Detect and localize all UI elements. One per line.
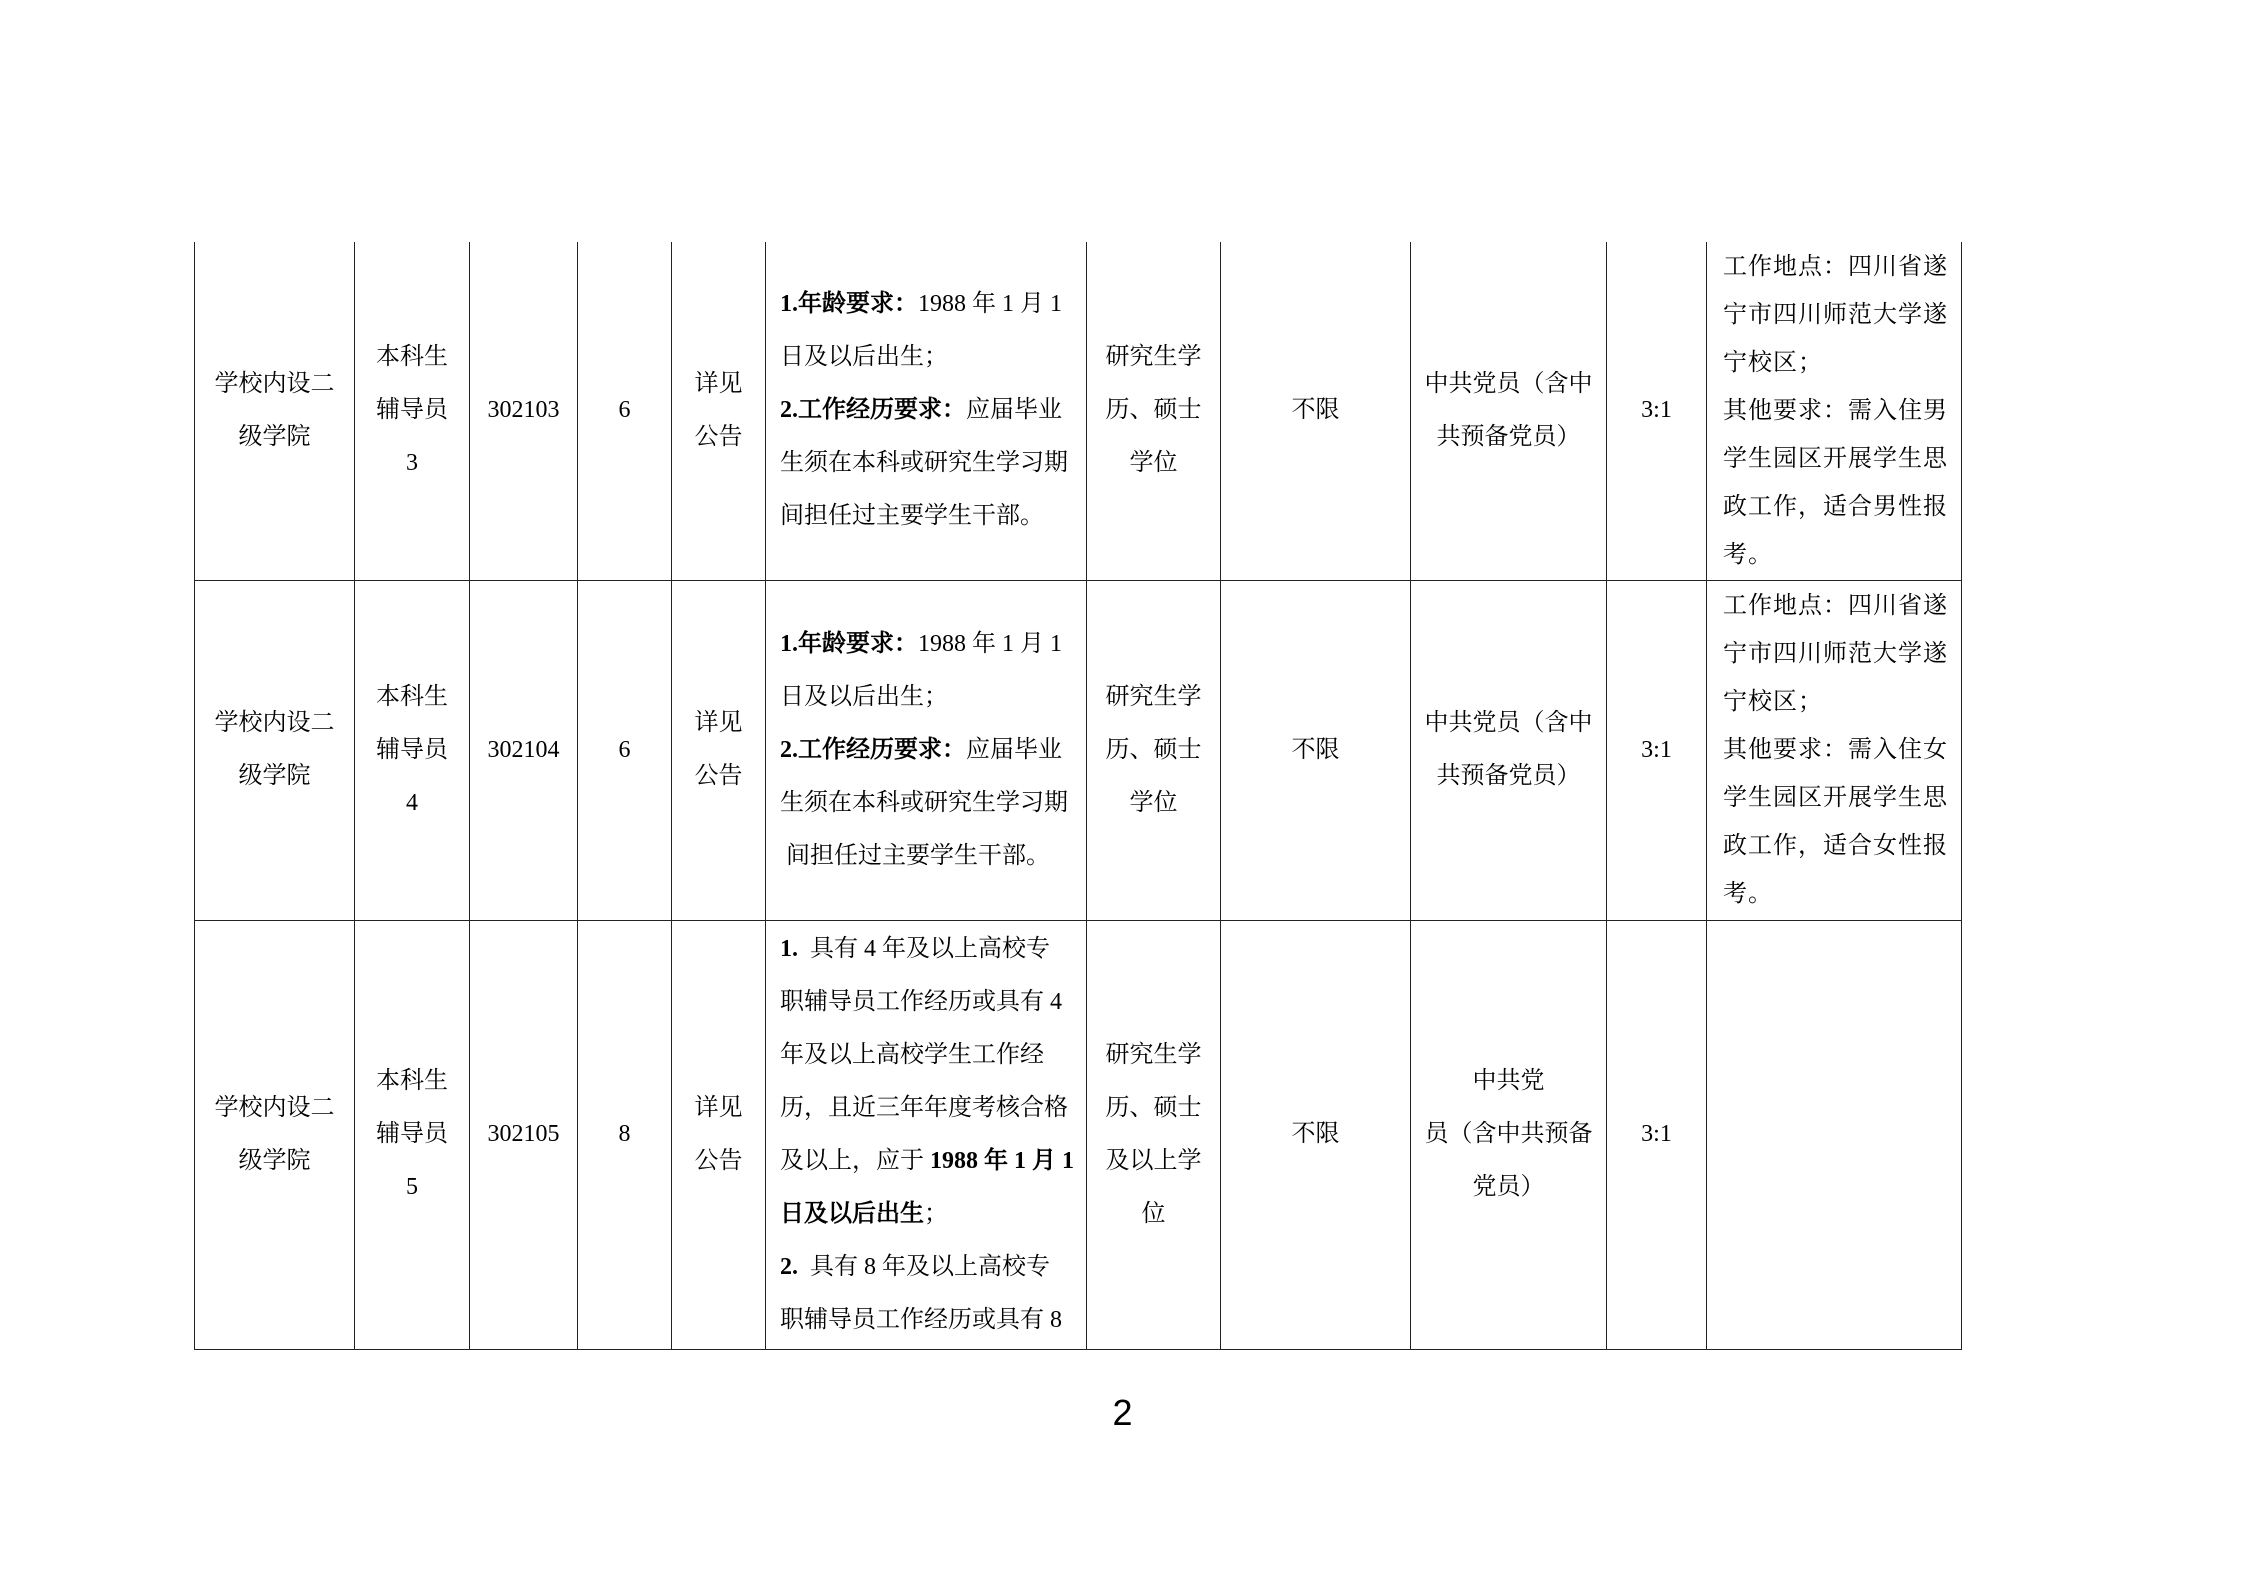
cell-text-line: 历、硕士 bbox=[1105, 736, 1202, 763]
cell-text-line: 其他要求：需入住女 bbox=[1723, 737, 1948, 763]
cell-text-line: 宁校区； bbox=[1723, 349, 1823, 376]
cell-text-line bbox=[780, 384, 1086, 437]
cell-text-line: 详见 bbox=[694, 710, 743, 736]
cell-text-line: 学生园区开展学生思 bbox=[1723, 785, 1948, 811]
cell-text-line: 工作地点：四川省遂 bbox=[1723, 593, 1948, 619]
cell-text-line: 共预备党员） bbox=[1436, 423, 1581, 450]
cell-text-line: 生须在本科或研究生学习期 bbox=[780, 450, 1068, 477]
text-segment: 具有 8 年及以上高校专 bbox=[798, 1253, 1050, 1280]
cell-remarks bbox=[1707, 242, 1962, 580]
cell-position-name bbox=[355, 920, 470, 1349]
cell-text-line: 辅导员 bbox=[376, 1121, 448, 1147]
cell-text-line: 3 bbox=[406, 450, 418, 477]
cell-text-line: 详见 bbox=[694, 1094, 743, 1121]
cell-headcount bbox=[578, 242, 672, 580]
cell-headcount bbox=[578, 580, 672, 920]
cell-text-line: 公告 bbox=[694, 423, 743, 450]
cell-text-line bbox=[780, 923, 1086, 976]
cell-text-line: 学校内设二 bbox=[214, 370, 335, 397]
cell-text-line: 本科生 bbox=[376, 683, 448, 710]
cell-text-line: 详见 bbox=[694, 370, 743, 397]
cell-text-line: 职辅导员工作经历或具有 8 bbox=[780, 1306, 1062, 1333]
recruitment-positions-table bbox=[194, 242, 1962, 1350]
cell-text-line: 生须在本科或研究生学习期 bbox=[780, 789, 1068, 816]
cell-position-code bbox=[470, 242, 578, 580]
cell-text-line: 6 bbox=[618, 736, 631, 763]
cell-text-line: 不限 bbox=[1291, 1121, 1340, 1147]
cell-position-code bbox=[470, 920, 578, 1349]
cell-position-name bbox=[355, 242, 470, 580]
cell-text-line: 研究生学 bbox=[1105, 683, 1202, 710]
text-segment: 具有 4 年及以上高校专 bbox=[798, 935, 1050, 962]
cell-text-line bbox=[780, 1135, 1086, 1188]
cell-remarks bbox=[1707, 920, 1962, 1349]
table-row bbox=[195, 242, 1962, 580]
text-segment: 应届毕业 bbox=[966, 397, 1062, 424]
cell-major bbox=[672, 242, 766, 580]
cell-text-line: 级学院 bbox=[238, 423, 311, 450]
bold-text: 1. bbox=[780, 935, 798, 962]
cell-text-line: 中共党员（含中 bbox=[1424, 370, 1593, 397]
cell-text-line bbox=[780, 1241, 1086, 1294]
cell-text-line: 302105 bbox=[487, 1121, 560, 1147]
cell-text-line: 公告 bbox=[694, 763, 743, 789]
cell-text-line: 不限 bbox=[1291, 397, 1340, 424]
cell-age bbox=[1221, 920, 1411, 1349]
cell-text-line: 学校内设二 bbox=[214, 1094, 335, 1121]
cell-education bbox=[1087, 242, 1221, 580]
table-row bbox=[195, 580, 1962, 920]
cell-text-line: 间担任过主要学生干部。 bbox=[780, 842, 1050, 869]
cell-exam-ratio bbox=[1607, 242, 1707, 580]
cell-headcount bbox=[578, 920, 672, 1349]
cell-major bbox=[672, 920, 766, 1349]
cell-text-line: 政工作，适合女性报 bbox=[1723, 833, 1948, 859]
cell-text-line: 职辅导员工作经历或具有 4 bbox=[780, 988, 1062, 1015]
cell-text-line bbox=[780, 724, 1086, 777]
cell-text-line: 3:1 bbox=[1641, 736, 1672, 763]
cell-text-line: 宁校区； bbox=[1723, 689, 1823, 715]
text-segment: 1988 年 1 月 1 bbox=[918, 630, 1062, 657]
cell-recruiting-unit bbox=[195, 580, 355, 920]
cell-political-status bbox=[1411, 920, 1607, 1349]
cell-age bbox=[1221, 580, 1411, 920]
bold-text: 1.年龄要求： bbox=[780, 630, 918, 657]
bold-text: 1988 年 1 月 1 bbox=[930, 1147, 1074, 1174]
cell-position-name bbox=[355, 580, 470, 920]
cell-text-line: 5 bbox=[406, 1174, 418, 1200]
cell-text-line: 级学院 bbox=[238, 763, 311, 789]
page-number: 2 bbox=[1112, 1392, 1133, 1433]
cell-text-line: 宁市四川师范大学遂 bbox=[1723, 301, 1948, 328]
cell-major bbox=[672, 580, 766, 920]
text-segment: 1988 年 1 月 1 bbox=[918, 291, 1062, 318]
cell-text-line: 研究生学 bbox=[1105, 344, 1202, 371]
table-body bbox=[195, 242, 1962, 1349]
cell-text-line: 辅导员 bbox=[376, 736, 448, 763]
cell-text-line: 3:1 bbox=[1641, 1121, 1672, 1147]
cell-text-line: 共预备党员） bbox=[1436, 763, 1581, 789]
cell-text-line: 中共党 bbox=[1472, 1068, 1545, 1094]
cell-text-line: 宁市四川师范大学遂 bbox=[1723, 641, 1948, 667]
cell-text-line: 历、硕士 bbox=[1105, 1094, 1202, 1121]
bold-text: 1.年龄要求： bbox=[780, 291, 918, 318]
cell-text-line: 3:1 bbox=[1641, 397, 1672, 424]
cell-remarks bbox=[1707, 580, 1962, 920]
cell-conditions bbox=[766, 920, 1087, 1349]
cell-text-line: 年及以上高校学生工作经 bbox=[780, 1041, 1044, 1068]
cell-text-line: 研究生学 bbox=[1105, 1041, 1202, 1068]
cell-exam-ratio bbox=[1607, 580, 1707, 920]
cell-text-line bbox=[780, 618, 1086, 671]
cell-text-line: 公告 bbox=[694, 1147, 743, 1174]
cell-text-line: 6 bbox=[618, 397, 631, 424]
cell-text-line: 8 bbox=[618, 1121, 631, 1147]
cell-political-status bbox=[1411, 242, 1607, 580]
cell-text-line: 302103 bbox=[487, 397, 560, 424]
cell-age bbox=[1221, 242, 1411, 580]
bold-text: 2. bbox=[780, 1253, 798, 1280]
table-row bbox=[195, 920, 1962, 1349]
cell-text-line: 员（含中共预备 bbox=[1424, 1121, 1593, 1147]
cell-text-line: 其他要求：需入住男 bbox=[1723, 397, 1948, 424]
cell-text-line: 位 bbox=[1141, 1200, 1166, 1227]
cell-text-line: 历、硕士 bbox=[1105, 397, 1202, 424]
cell-text-line: 日及以后出生； bbox=[780, 683, 948, 710]
cell-text-line: 间担任过主要学生干部。 bbox=[780, 503, 1044, 530]
cell-education bbox=[1087, 580, 1221, 920]
text-segment: 应届毕业 bbox=[966, 736, 1062, 763]
cell-text-line: 中共党员（含中 bbox=[1424, 710, 1593, 736]
cell-text-line: 考。 bbox=[1723, 541, 1773, 568]
cell-political-status bbox=[1411, 580, 1607, 920]
cell-text-line: 学生园区开展学生思 bbox=[1723, 445, 1948, 472]
cell-text-line: 不限 bbox=[1291, 736, 1340, 763]
cell-text-line: 历，且近三年年度考核合格 bbox=[780, 1094, 1068, 1121]
cell-text-line: 级学院 bbox=[238, 1147, 311, 1174]
cell-text-line: 辅导员 bbox=[376, 397, 448, 424]
bold-text: 2.工作经历要求： bbox=[780, 397, 966, 424]
cell-text-line bbox=[780, 1188, 1086, 1241]
cell-recruiting-unit bbox=[195, 920, 355, 1349]
cell-text-line: 政工作，适合男性报 bbox=[1723, 493, 1948, 520]
cell-text-line: 302104 bbox=[487, 736, 560, 763]
cell-text-line: 日及以后出生； bbox=[780, 344, 948, 371]
cell-education bbox=[1087, 920, 1221, 1349]
text-segment: 及以上，应于 bbox=[780, 1147, 930, 1174]
cell-text-line bbox=[780, 278, 1086, 331]
cell-text-line: 及以上学 bbox=[1105, 1147, 1202, 1174]
text-segment: ； bbox=[924, 1200, 948, 1227]
cell-text-line: 党员） bbox=[1472, 1174, 1545, 1200]
bold-text: 2.工作经历要求： bbox=[780, 736, 966, 763]
cell-position-code bbox=[470, 580, 578, 920]
cell-text-line: 4 bbox=[406, 789, 418, 816]
cell-text-line: 本科生 bbox=[376, 1068, 448, 1094]
cell-text-line: 本科生 bbox=[376, 344, 448, 371]
cell-text-line: 工作地点：四川省遂 bbox=[1723, 253, 1948, 280]
cell-text-line: 学位 bbox=[1129, 450, 1178, 477]
cell-recruiting-unit bbox=[195, 242, 355, 580]
cell-conditions bbox=[766, 580, 1087, 920]
cell-exam-ratio bbox=[1607, 920, 1707, 1349]
cell-conditions bbox=[766, 242, 1087, 580]
bold-text: 日及以后出生 bbox=[780, 1200, 924, 1227]
cell-text-line: 学校内设二 bbox=[214, 710, 335, 736]
cell-text-line: 学位 bbox=[1129, 789, 1178, 816]
cell-text-line: 考。 bbox=[1723, 881, 1773, 907]
